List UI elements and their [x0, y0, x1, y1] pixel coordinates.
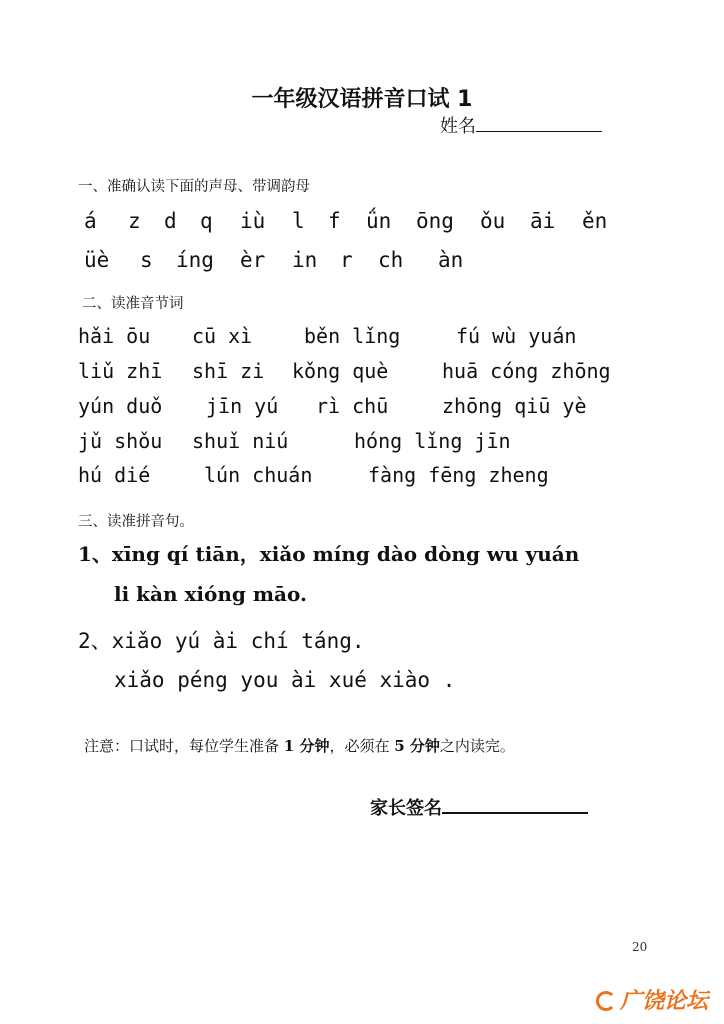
syllable-word: huā cóng zhōng: [442, 359, 611, 383]
syllable-word: shuǐ niú: [192, 429, 289, 453]
syllable-word: hú dié: [78, 463, 151, 487]
section1-heading: 一、准确认读下面的声母、带调韵母: [78, 179, 310, 195]
syllable-word: jǔ shǒu: [78, 429, 163, 453]
pinyin-item: üè: [84, 248, 110, 272]
name-blank-line: [476, 115, 602, 132]
syllable-word: fú wù yuán: [456, 324, 577, 348]
note-text: ，必须在: [329, 737, 395, 755]
syllable-word: fàng fēng zheng: [368, 463, 549, 487]
pinyin-item: íng: [176, 248, 214, 272]
pinyin-item: ōng: [416, 209, 454, 233]
syllable-word: shī zi: [192, 359, 265, 383]
logo-icon: [596, 991, 616, 1011]
pinyin-item: in: [292, 248, 318, 272]
syllable-word: kǒng què: [292, 359, 389, 383]
sentence2-line2: xiǎo péng you ài xué xiào .: [114, 668, 456, 692]
sentence1-line1: 1、xīng qí tiān，xiǎo míng dào dòng wu yuán: [78, 542, 580, 566]
pinyin-item: z: [128, 209, 141, 233]
sentence1-line2: li kàn xióng māo.: [114, 582, 307, 606]
signature-label: 家长签名: [370, 798, 442, 819]
pinyin-item: iù: [240, 209, 266, 233]
signature-blank-line: [442, 796, 588, 814]
parent-signature: [370, 794, 588, 820]
pinyin-item: s: [140, 248, 153, 272]
pinyin-item: l: [292, 209, 305, 233]
note-read-time: 5 分钟: [394, 737, 440, 755]
watermark-logo: [596, 984, 708, 1015]
page-title: 一年级汉语拼音口试 1: [251, 87, 473, 112]
note-text: 注意：口试时，每位学生准备: [84, 737, 284, 755]
exam-note: [84, 735, 515, 756]
page-number: 20: [632, 940, 648, 954]
syllable-word: hóng lǐng jīn: [354, 429, 511, 453]
syllable-word: yún duǒ: [78, 394, 163, 418]
pinyin-item: èr: [240, 248, 266, 272]
note-prep-time: 1 分钟: [283, 737, 330, 755]
syllable-word: běn lǐng: [304, 324, 401, 348]
syllable-word: hǎi ōu: [78, 324, 151, 348]
pinyin-item: f: [328, 209, 341, 233]
syllable-word: lún chuán: [204, 463, 313, 487]
pinyin-item: d: [164, 209, 177, 233]
pinyin-item: āi: [530, 209, 556, 233]
pinyin-item: ǒu: [480, 209, 506, 233]
pinyin-item: q: [200, 209, 213, 233]
syllable-word: zhōng qiū yè: [442, 394, 587, 418]
name-label: 姓名: [440, 116, 476, 137]
pinyin-item: ǘn: [366, 209, 392, 233]
pinyin-item: ěn: [582, 209, 608, 233]
pinyin-item: á: [84, 209, 97, 233]
syllable-word: liǔ zhī: [78, 359, 163, 383]
section3-heading: 三、读准拼音句。: [78, 514, 194, 530]
name-field: [440, 112, 602, 138]
pinyin-item: r: [340, 248, 353, 272]
syllable-word: cū xì: [192, 324, 253, 348]
pinyin-item: ch: [378, 248, 404, 272]
syllable-word: jīn yú: [206, 394, 279, 418]
watermark-text: 广饶论坛: [620, 989, 709, 1014]
section2-heading: 二、读准音节词: [82, 296, 184, 312]
syllable-word: rì chū: [316, 394, 389, 418]
pinyin-item: àn: [438, 248, 464, 272]
note-text: 之内读完。: [439, 737, 515, 755]
sentence2-line1: 2、xiǎo yú ài chí táng.: [78, 629, 365, 653]
